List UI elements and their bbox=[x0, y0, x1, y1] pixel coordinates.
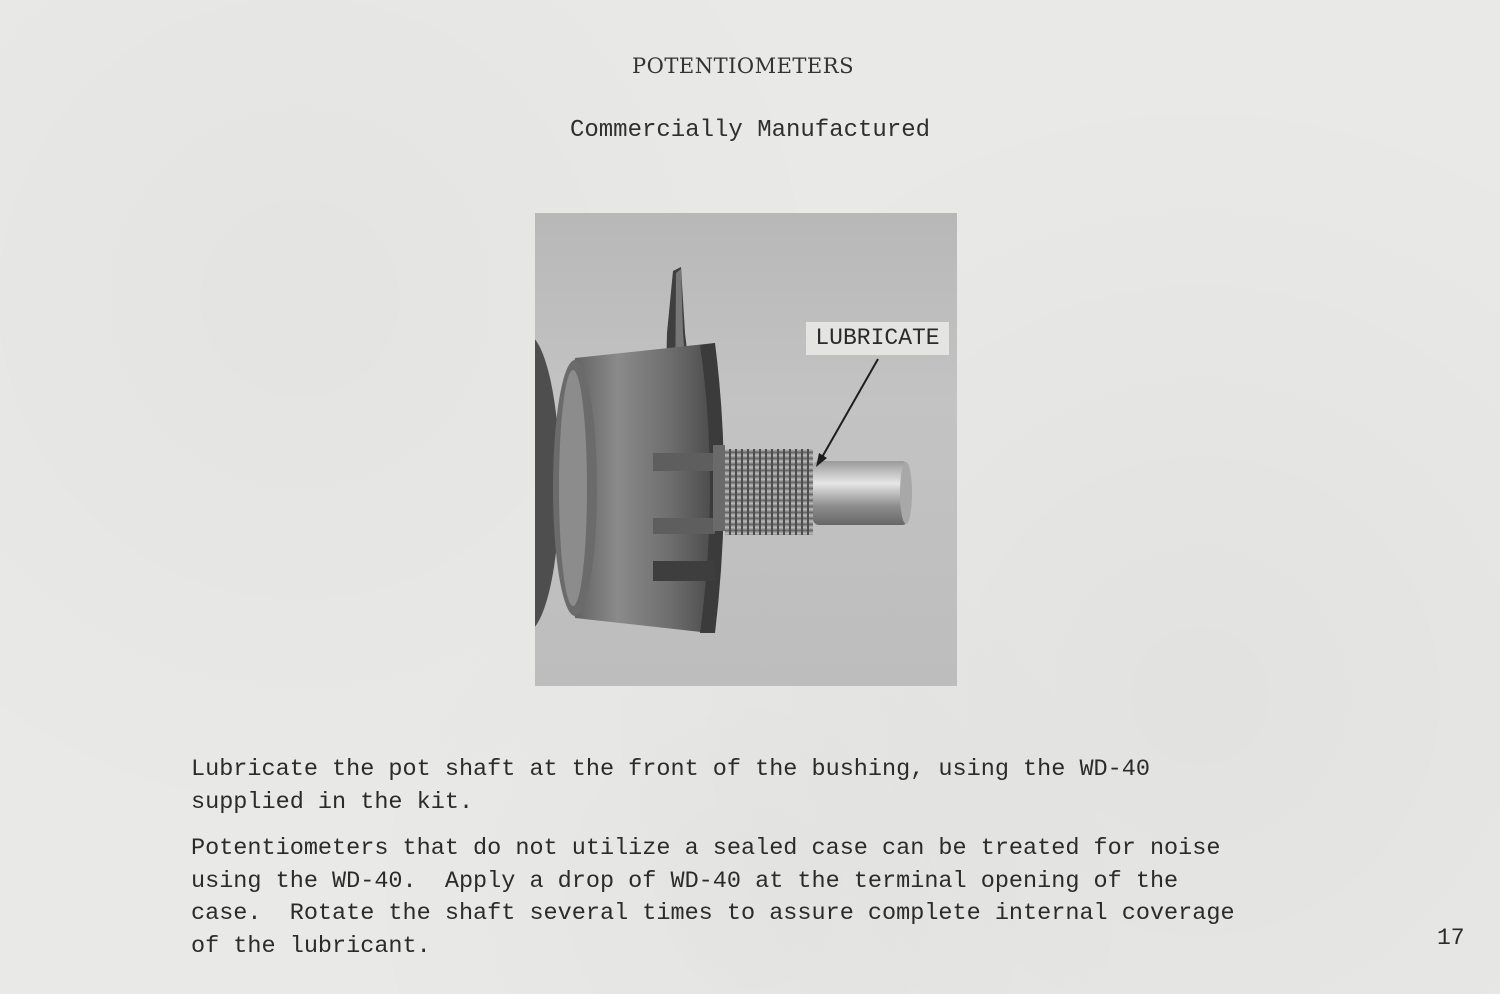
potentiometer-illustration bbox=[535, 213, 957, 686]
paragraph-noise-treatment: Potentiometers that do not utilize a sealed case can be treated for noise using the WD-40. Apply a drop of WD-40 at the terminal opening of the case. Rotate the shaft several times to assure complete internal coverage of the lubricant. bbox=[191, 835, 1235, 960]
lubricate-callout: LUBRICATE bbox=[806, 322, 949, 355]
page-number: 17 bbox=[1437, 925, 1465, 951]
potentiometer-photo bbox=[535, 213, 957, 686]
paragraph-lubricate-shaft: Lubricate the pot shaft at the front of the bushing, using the WD-40 supplied in the kit. bbox=[191, 756, 1150, 816]
page-title: POTENTIOMETERS bbox=[632, 54, 854, 78]
page-subtitle: Commercially Manufactured bbox=[569, 117, 931, 144]
